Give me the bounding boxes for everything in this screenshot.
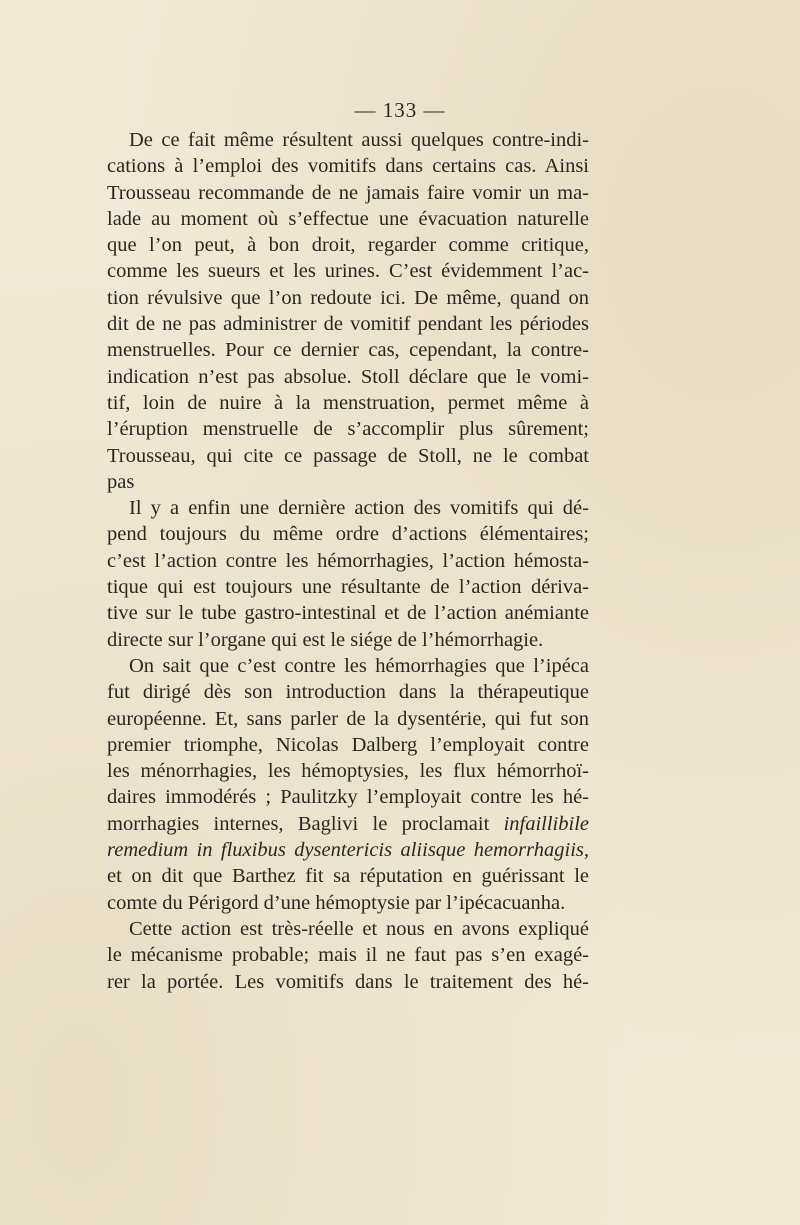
text-line: daires immodérés ; Paulitzky l’employait contre les hé-	[107, 786, 589, 809]
text-line: Trousseau recommande de ne jamais faire vomir un ma-	[107, 181, 589, 204]
text-line: fut dirigé dès son introduction dans la thérapeutique	[107, 681, 589, 704]
text-line: Cette action est très-réelle et nous en avons expliqué	[129, 917, 589, 940]
text-line: De ce fait même résultent aussi quelques contre-indi-	[129, 129, 589, 151]
text-line: c’est l’action contre les hémorrhagies, l’action hémosta-	[107, 549, 589, 572]
text-line: indication n’est pas absolue. Stoll déclare que le vomi-	[107, 365, 589, 388]
text-line: et on dit que Barthez fit sa réputation en guérissant le	[107, 865, 589, 888]
text-line: On sait que c’est contre les hémorrhagies que l’ipéca	[129, 654, 589, 677]
page-number: — 133 —	[354, 98, 446, 122]
text-line: pend toujours du même ordre d’actions élémentaires;	[107, 523, 589, 546]
body-text	[107, 127, 589, 995]
text-line: le mécanisme probable; mais il ne faut pas s’en exagé-	[107, 944, 589, 967]
text-line: comte du Périgord d’une hémoptysie par l’ipécacuanha.	[107, 891, 566, 914]
text-line: cations à l’emploi des vomitifs dans certains cas. Ainsi	[107, 155, 589, 178]
text-line: comme les sueurs et les urines. C’est évidemment l’ac-	[107, 260, 589, 283]
text-line: Trousseau, qui cite ce passage de Stoll, ne le combat	[107, 444, 589, 467]
text-line: tion révulsive que l’on redoute ici. De même, quand on	[107, 286, 589, 309]
text-line: lade au moment où s’effectue une évacuation naturelle	[107, 207, 589, 230]
text-line: morrhagies internes, Baglivi le proclamait infaillibile	[107, 812, 589, 835]
text-line: que l’on peut, à bon droit, regarder comme critique,	[107, 234, 589, 257]
text-line: dit de ne pas administrer de vomitif pendant les périodes	[107, 313, 589, 336]
text-line: tif, loin de nuire à la menstruation, permet même à	[107, 391, 589, 414]
text-line: Il y a enfin une dernière action des vomitifs qui dé-	[129, 497, 589, 520]
text-line: premier triomphe, Nicolas Dalberg l’employait contre	[107, 733, 589, 756]
text-line: pas	[107, 470, 135, 493]
text-line: les ménorrhagies, les hémoptysies, les flux hémorrhoï-	[107, 760, 589, 783]
text-line: directe sur l’organe qui est le siége de l’hémorrhagie.	[107, 628, 544, 651]
text-line: tive sur le tube gastro-intestinal et de l’action anémiante	[107, 602, 589, 625]
text-line: tique qui est toujours une résultante de l’action dériva-	[107, 576, 589, 599]
text-line: rer la portée. Les vomitifs dans le traitement des hé-	[107, 970, 589, 993]
italic-latin-quote: remedium in fluxibus dysentericis aliisque hemorrhagiis,	[107, 839, 589, 862]
text-line: l’éruption menstruelle de s’accomplir plus sûrement;	[107, 418, 589, 441]
text-line: européenne. Et, sans parler de la dysentérie, qui fut son	[107, 707, 589, 730]
text-line-italic	[107, 837, 589, 863]
text-line: menstruelles. Pour ce dernier cas, cependant, la contre-	[107, 339, 589, 362]
